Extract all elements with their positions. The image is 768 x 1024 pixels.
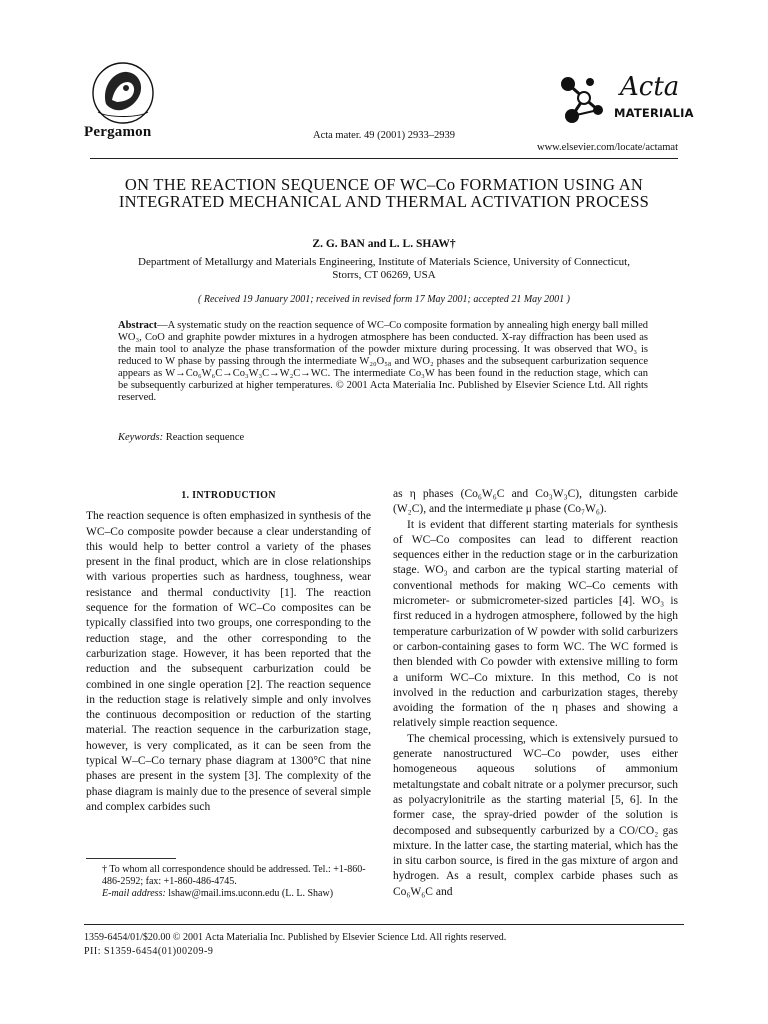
footnote-email-label: E-mail address: (102, 888, 166, 899)
body-paragraph: The chemical processing, which is extensively pursued to generate nanostructured WC–Co powder, uses either homogeneous aqueous solutions of ammonium metaltungstate and cobalt nitrate or a polymer precursor, such as polyacrylonitrile as the starting material [5, 6]. In the former case, the spray-dried powder of the solution is decomposed and subsequently carburized by a CO/CO₂ gas mixture. In the latter case, the starting material, which has the in situ carbon source, is fired in the gas mixture of argon and hydrogen. As a result, complex carbide phases such as Co₆W₆C and (393, 732, 678, 898)
keywords-label: Keywords: (118, 432, 164, 443)
keywords (118, 432, 244, 443)
footnote (86, 864, 371, 900)
pii-identifier: PII: S1359-6454(01)00209-9 (84, 946, 214, 957)
footnote-divider (86, 858, 176, 859)
journal-logo-icon (554, 72, 694, 134)
abstract-label: Abstract (118, 320, 158, 331)
journal-url[interactable]: www.elsevier.com/locate/actamat (536, 142, 678, 153)
article-authors: Z. G. BAN and L. L. SHAW† (312, 238, 456, 250)
issn-copyright: 1359-6454/01/$20.00 © 2001 Acta Materialia Inc. Published by Elsevier Science Ltd. All rights reserved. (84, 932, 507, 943)
right-column (393, 487, 678, 900)
body-paragraph: It is evident that different starting materials for synthesis of WC–Co composites can lead to different reaction sequences either in the reduction stage or in the carburization stage. WO₃ and carbon are the typical starting material of conventional methods for making WC–Co cements with micrometer- or submicrometer-sized particles [4]. WO₃ is first reduced in a hydrogen atmosphere, followed by the high temperature carburization of W powder with solid carburizers or carbon-containing gases to form WC. The WC formed is then blended with Co powder with extensive milling to form a uniform WC–Co mixture. In this method, Co is not involved in the reduction and carburization stages, thereby avoiding the formation of the η phases and showing a relatively simple reaction sequence. (393, 518, 678, 730)
article-title: ON THE REACTION SEQUENCE OF WC–Co FORMATION USING AN INTEGRATED MECHANICAL AND THERMAL ACTIVATION PROCESS (118, 175, 650, 211)
footnote-correspondence: † To whom all correspondence should be addressed. Tel.: +1-860-486-2592; fax: +1-860-486-4745. (102, 864, 366, 887)
abstract (118, 320, 648, 404)
footer-divider (84, 924, 684, 925)
section-heading: 1. INTRODUCTION (181, 490, 276, 501)
journal-citation: Acta mater. 49 (2001) 2933–2939 (312, 130, 455, 141)
footnote-email[interactable]: lshaw@mail.ims.uconn.edu (L. L. Shaw) (168, 888, 334, 899)
publisher-logo-icon (84, 60, 162, 126)
keywords-value: Reaction sequence (165, 432, 245, 443)
header-divider (90, 158, 678, 159)
journal-logo-acta: Acta (620, 72, 680, 102)
body-paragraph: The reaction sequence is often emphasized in synthesis of the WC–Co composite powder because a clear understanding of this would help to better control a variety of the phases present in the final product, which are in close relationships with various properties such as hardness, toughness, wear resistance and thermal conductivity [1]. The reaction sequence for the formation of WC–Co composites can be typically classified into two groups, one corresponding to the reduction stage, and the other corresponding to the carburization stage. However, it has been reported that the reduction and the subsequent carburization could be combined in one single operation [2]. The reaction sequence in the reduction stage is relatively simple and only involves the continuous decomposition or reduction of the starting material. The reaction sequence in the carburization stage, however, is very complicated, as it can be seen from the typical W–C–Co ternary phase diagram at 1300°C that nine phases are present in the system [3]. The complexity of the phase diagram is mainly due to the presence of several simple and complex carbides such (86, 510, 371, 813)
publisher-name: Pergamon (84, 124, 152, 140)
journal-logo-materialia: MATERIALIA (614, 106, 694, 120)
left-column (86, 488, 371, 815)
author-affiliation: Department of Metallurgy and Materials Engineering, Institute of Materials Science, University of Connecticut, Storrs, CT 06269, USA (138, 256, 630, 281)
body-paragraph: as η phases (Co₆W₆C and Co₃W₃C), ditungsten carbide (W₂C), and the intermediate μ phase (Co₇W₆). (393, 488, 678, 516)
received-dates: ( Received 19 January 2001; received in revised form 17 May 2001; accepted 21 May 2001 ) (198, 294, 570, 305)
abstract-text: —A systematic study on the reaction sequence of WC–Co composite formation by annealing high energy ball milled WO₃, CoO and graphite powder mixtures in a hydrogen atmosphere has been conducted. X-ray diffraction has been used as the main tool to analyze the phase transformation of the powder mixture during processing. It was observed that WO₃ is reduced to W phase by passing through the intermediate W₂₀O₅₈ and WO₂ phases and the subsequent carburization sequence appears as W→Co₆W₆C→Co₃W₃C→W₂C→WC. The intermediate Co₃W has been found in the reduction stage, which can be subsequently carburized at higher temperatures. © 2001 Acta Materialia Inc. Published by Elsevier Science Ltd. All rights reserved. (118, 320, 648, 403)
